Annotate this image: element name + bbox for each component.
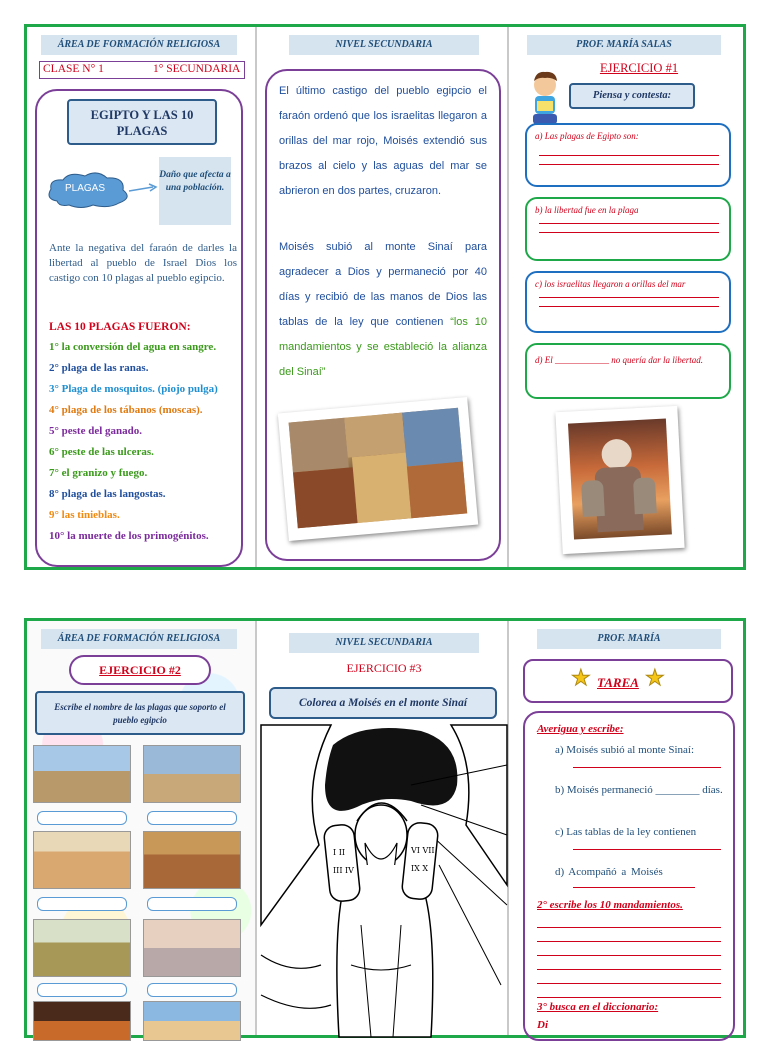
research-title: Averigua y escribe: — [537, 723, 624, 735]
answer-field-2[interactable] — [147, 811, 237, 825]
plague-image-7 — [33, 1001, 131, 1041]
question-a — [525, 123, 731, 187]
intro-paragraph: Ante la negativa del faraón de darles la libertad al pueblo de Israel Dios los castigo con 10 plagas al pueblo egipcio. — [49, 242, 237, 284]
answer-line[interactable] — [573, 887, 695, 888]
plague-image-6 — [143, 919, 241, 977]
area-header: ÁREA DE FORMACIÓN RELIGIOSA — [41, 629, 237, 649]
question-b-text: b) la libertad fue en la plaga — [535, 205, 639, 215]
question-c-text: c) los israelitas llegaron a orillas del mar — [535, 279, 686, 289]
column-3 — [511, 27, 746, 567]
lesson-title: EGIPTO Y LAS 10 PLAGAS — [67, 99, 217, 145]
exercise-2-title: EJERCICIO #2 — [69, 655, 211, 685]
task-item-a: a) Moisés subió al monte Sinaí: — [555, 744, 695, 756]
brochure-page-2 — [24, 618, 746, 1038]
plague-image-1 — [33, 745, 131, 803]
svg-text:III IV: III IV — [333, 866, 354, 875]
answer-line[interactable] — [537, 969, 721, 970]
student-reading-icon — [527, 69, 563, 131]
question-b — [525, 197, 731, 261]
exercise-3-title: EJERCICIO #3 — [346, 661, 422, 675]
task-item-d: d) Acompañó a Moisés — [555, 866, 663, 878]
brochure-page-1 — [24, 24, 746, 570]
answer-line[interactable] — [537, 955, 721, 956]
answer-field-1[interactable] — [37, 811, 127, 825]
column-1 — [27, 27, 257, 567]
question-a-text: a) Las plagas de Egipto son: — [535, 131, 639, 141]
question-d-text: d) El ____________ no quería dar la libertad. — [535, 355, 703, 365]
answer-field-6[interactable] — [147, 983, 237, 997]
arrow-icon — [129, 183, 159, 195]
area-header: ÁREA DE FORMACIÓN RELIGIOSA — [41, 35, 237, 55]
exercise-1-title: EJERCICIO #1 — [599, 61, 679, 75]
plague-item: 10° la muerte de los primogénitos. — [49, 530, 209, 542]
svg-text:IX X: IX X — [411, 864, 429, 873]
star-icon: ★ — [645, 665, 665, 690]
task-item-c: c) Las tablas de la ley contienen — [555, 826, 697, 838]
answer-field-4[interactable] — [147, 897, 237, 911]
teacher-header: PROF. MARÍA — [537, 629, 721, 649]
story-paragraph-2 — [279, 235, 487, 385]
question-d — [525, 343, 731, 399]
task-title: TAREA — [597, 675, 639, 690]
column-2 — [259, 621, 509, 1035]
plague-item: 4° plaga de los tábanos (moscas). — [49, 404, 203, 416]
svg-text:VI VII: VI VII — [411, 846, 435, 855]
dictionary-item: Di — [537, 1019, 548, 1031]
column-3 — [511, 621, 746, 1035]
definition-box: Daño que afecta a una población. — [159, 157, 231, 225]
plague-item: 9° las tinieblas. — [49, 509, 120, 521]
plague-item: 1° la conversión del agua en sangre. — [49, 341, 217, 353]
plague-image-8 — [143, 1001, 241, 1041]
plague-item: 7° el granizo y fuego. — [49, 467, 148, 479]
moses-photo — [555, 406, 684, 554]
instruction-box: Colorea a Moisés en el monte Sinaí — [269, 687, 497, 719]
answer-line[interactable] — [537, 941, 721, 942]
moses-coloring-page[interactable] — [261, 725, 507, 1037]
column-1 — [27, 621, 257, 1035]
column-2 — [259, 27, 509, 567]
answer-field-3[interactable] — [37, 897, 127, 911]
plague-image-3 — [33, 831, 131, 889]
answer-line[interactable] — [537, 997, 721, 998]
answer-line[interactable] — [537, 927, 721, 928]
plague-image-5 — [33, 919, 131, 977]
star-icon: ★ — [571, 665, 591, 690]
grade-label: 1° SECUNDARIA — [153, 63, 241, 75]
dictionary-title: 3° busca en el diccionario: — [537, 1001, 659, 1013]
plague-image-4 — [143, 831, 241, 889]
commandments-title: 2° escribe los 10 mandamientos. — [537, 899, 683, 911]
plague-item: 5° peste del ganado. — [49, 425, 143, 437]
plague-image-2 — [143, 745, 241, 803]
level-header: NIVEL SECUNDARIA — [289, 35, 479, 55]
level-header: NIVEL SECUNDARIA — [289, 633, 479, 653]
task-item-b: b) Moisés permaneció ________ días. — [555, 784, 723, 796]
answer-line[interactable] — [573, 767, 721, 768]
instruction-box: Escribe el nombre de las plagas que soporto el pueblo egipcio — [35, 691, 245, 735]
teacher-header: PROF. MARÍA SALAS — [527, 35, 721, 55]
question-c — [525, 271, 731, 333]
plagues-list — [49, 337, 239, 547]
plague-item: 6° peste de las ulceras. — [49, 446, 154, 458]
answer-field-5[interactable] — [37, 983, 127, 997]
plague-item: 3° Plaga de mosquitos. (piojo pulga) — [49, 383, 218, 395]
cloud-label: PLAGAS — [64, 183, 106, 194]
story-quote: “los 10 mandamientos y se estableció la alianza del Sinaí” — [279, 316, 487, 378]
answer-line[interactable] — [573, 849, 721, 850]
plague-item: 8° plaga de las langostas. — [49, 488, 166, 500]
svg-text:I II: I II — [333, 848, 346, 857]
instruction-box: Piensa y contesta: — [569, 83, 695, 109]
collage-photo — [278, 397, 478, 541]
story-paragraph-1: El último castigo del pueblo egipcio el faraón ordenó que los israelitas llegaron a orillas del mar rojo, Moisés extendió sus brazos al cielo y las aguas del mar se abrieron en dos partes, cruzaron. — [279, 85, 487, 197]
answer-line[interactable] — [537, 983, 721, 984]
plague-item: 2° plaga de las ranas. — [49, 362, 149, 374]
class-number: CLASE N° 1 — [43, 63, 104, 75]
plagues-title: LAS 10 PLAGAS FUERON: — [49, 321, 191, 333]
story-paragraph-2-text: Moisés subió al monte Sinaí para agradecer a Dios y permaneció por 40 días y recibió de las manos de Dios las tablas de la ley que contienen — [279, 241, 487, 328]
